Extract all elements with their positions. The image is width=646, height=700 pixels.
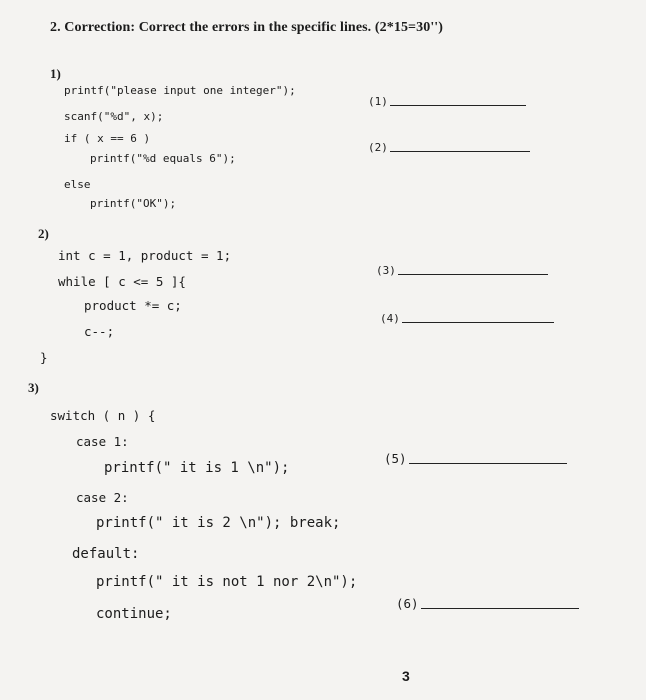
blank-line (390, 150, 530, 152)
code-line: printf("OK"); (90, 197, 177, 210)
answer-blank-6[interactable] (396, 596, 579, 611)
blank-label: (4) (380, 312, 400, 325)
blank-label: (5) (384, 451, 407, 466)
blank-label: (3) (376, 264, 396, 277)
blank-line (421, 607, 579, 609)
code-line: case 1: (76, 434, 129, 449)
code-line: printf(" it is 2 \n"); break; (96, 515, 341, 531)
problem-number-2: 2) (38, 226, 49, 241)
code-line: c--; (84, 324, 115, 339)
code-line: while [ c <= 5 ]{ (58, 274, 186, 289)
answer-blank-5[interactable] (384, 451, 567, 466)
section-heading: 2. Correction: Correct the errors in the specific lines. (2*15=30'') (50, 20, 444, 35)
blank-label: (6) (396, 596, 419, 611)
code-line: } (40, 350, 48, 365)
blank-label: (2) (368, 141, 388, 154)
code-line: product *= c; (84, 298, 182, 313)
answer-blank-1[interactable] (368, 95, 526, 108)
code-line: printf(" it is not 1 nor 2\n"); (96, 574, 358, 590)
blank-line (390, 104, 526, 106)
code-line: if ( x == 6 ) (64, 132, 151, 145)
blank-line (402, 321, 554, 323)
page-number: 3 (402, 668, 410, 684)
code-line: printf(" it is 1 \n"); (104, 460, 290, 476)
answer-blank-2[interactable] (368, 141, 530, 154)
blank-line (409, 462, 567, 464)
answer-blank-4[interactable] (380, 312, 554, 325)
answer-blank-3[interactable] (376, 264, 548, 277)
blank-label: (1) (368, 95, 388, 108)
code-line: printf("%d equals 6"); (90, 152, 236, 165)
problem-number-1: 1) (50, 66, 61, 81)
code-line: default: (72, 546, 140, 562)
problem-number-3: 3) (28, 380, 39, 395)
code-line: case 2: (76, 490, 129, 505)
code-line: switch ( n ) { (50, 408, 156, 423)
code-line: scanf("%d", x); (64, 110, 164, 123)
blank-line (398, 273, 548, 275)
code-line: printf("please input one integer"); (64, 84, 296, 97)
code-line: continue; (96, 606, 172, 622)
code-line: else (64, 178, 91, 191)
code-line: int c = 1, product = 1; (58, 248, 232, 263)
